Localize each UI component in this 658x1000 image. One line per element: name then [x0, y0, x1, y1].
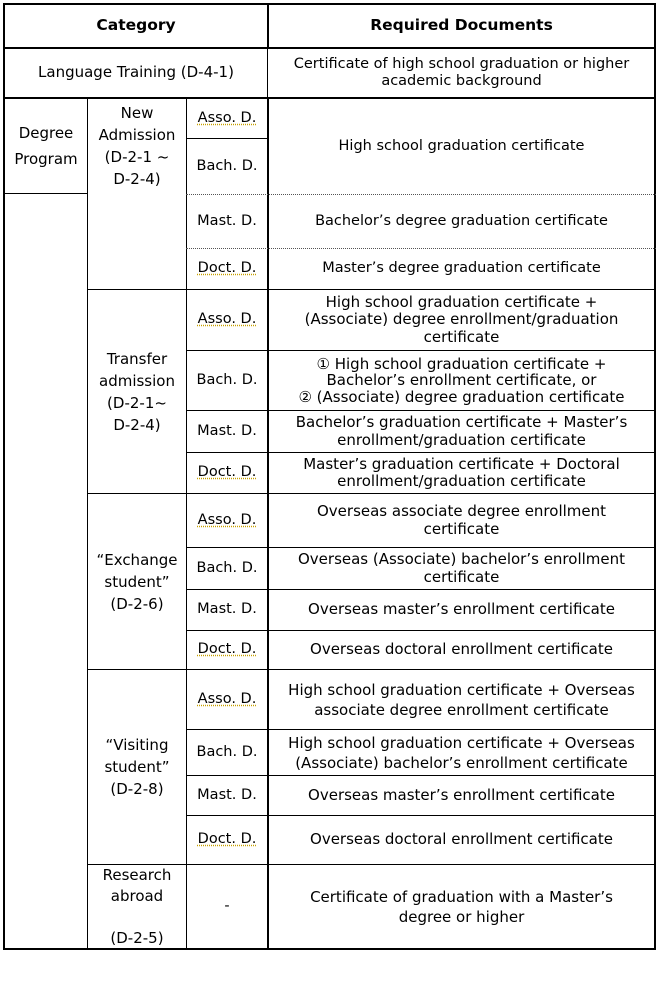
research-documents: Certificate of graduation with a Master’s degree or higher — [310, 887, 613, 926]
level-none: - — [224, 897, 230, 914]
level-mast: Mast. D. — [197, 786, 257, 803]
degree-program-label: Degree Program — [14, 124, 78, 168]
group-transfer-admission: Transfer admission (D-2-1~ D-2-4) — [99, 349, 175, 434]
visiting-mast-documents: Overseas master’s enrollment certificate — [308, 785, 615, 804]
level-asso: Asso. D. — [197, 511, 257, 528]
level-asso: Asso. D. — [197, 109, 257, 126]
new-admission-asso-bach-documents: High school graduation certificate — [338, 137, 585, 154]
level-doct: Doct. D. — [197, 641, 257, 658]
transfer-mast-documents: Bachelor’s graduation certificate + Master’s enrollment/graduation certificate — [295, 413, 628, 449]
level-mast: Mast. D. — [197, 212, 257, 229]
transfer-asso-documents: High school graduation certificate + (Associate) degree enrollment/graduation certificate — [304, 292, 619, 346]
language-training-documents: Certificate of high school graduation or higher academic background — [293, 55, 630, 89]
table-border-right — [654, 3, 656, 950]
level-bach: Bach. D. — [196, 559, 258, 576]
exchange-asso-documents: Overseas associate degree enrollment certificate — [316, 502, 607, 538]
new-admission-mast-documents: Bachelor’s degree graduation certificate — [315, 212, 608, 229]
exchange-bach-documents: Overseas (Associate) bachelor’s enrollment certificate — [297, 550, 626, 586]
level-doct: Doct. D. — [197, 464, 257, 481]
level-mast: Mast. D. — [197, 422, 257, 439]
group-visiting-student: “Visiting student” (D-2-8) — [104, 736, 170, 798]
table-border-bottom — [3, 948, 656, 950]
language-training-label: Language Training (D-4-1) — [38, 63, 234, 82]
exchange-mast-documents: Overseas master’s enrollment certificate — [308, 600, 615, 619]
exchange-doct-documents: Overseas doctoral enrollment certificate — [310, 640, 613, 659]
visiting-bach-documents: High school graduation certificate + Overseas (Associate) bachelor’s enrollment certificate — [288, 733, 635, 772]
level-bach: Bach. D. — [196, 371, 258, 388]
group-exchange-student: “Exchange student” (D-2-6) — [96, 550, 178, 613]
group-research-abroad: Research abroad (D-2-5) — [102, 865, 172, 947]
visiting-doct-documents: Overseas doctoral enrollment certificate — [310, 830, 613, 849]
level-asso: Asso. D. — [197, 311, 257, 328]
degree-label-divider — [3, 193, 87, 194]
transfer-bach-documents: ① High school graduation certificate + Bachelor’s enrollment certificate, or ② (Associate) degree graduation certificate — [298, 354, 625, 406]
header-required-documents: Required Documents — [370, 16, 553, 35]
level-asso: Asso. D. — [197, 690, 257, 707]
transfer-doct-documents: Master’s graduation certificate + Doctoral enrollment/graduation certificate — [303, 454, 620, 490]
level-mast: Mast. D. — [197, 601, 257, 618]
level-bach: Bach. D. — [196, 157, 258, 174]
visiting-asso-documents: High school graduation certificate + Overseas associate degree enrollment certificate — [288, 680, 635, 719]
group-new-admission: New Admission (D-2-1 ~ D-2-4) — [98, 104, 176, 188]
level-bach: Bach. D. — [196, 743, 258, 760]
level-doct: Doct. D. — [197, 260, 257, 277]
new-admission-doct-documents: Master’s degree graduation certificate — [322, 260, 601, 277]
level-doct: Doct. D. — [197, 831, 257, 848]
language-column-divider — [267, 48, 268, 98]
header-category: Category — [96, 16, 176, 35]
